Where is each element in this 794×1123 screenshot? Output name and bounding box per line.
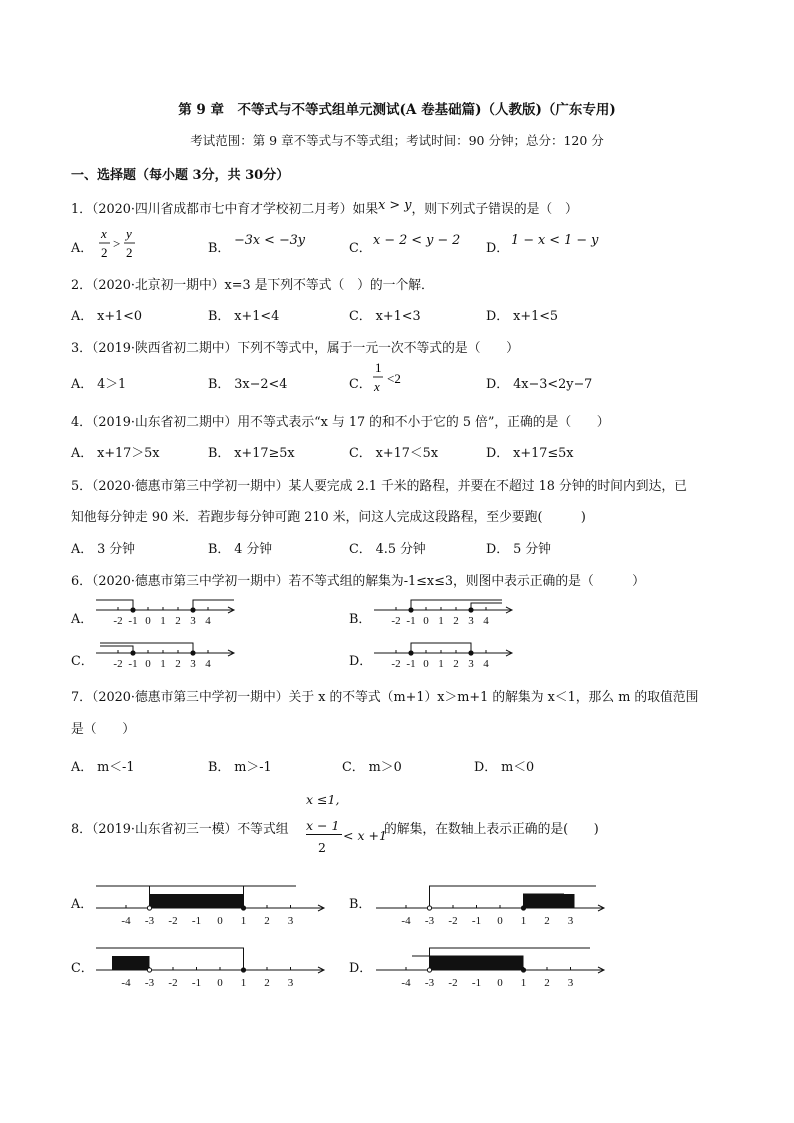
q3-option-b[interactable]: B． 3x−2<4	[208, 377, 288, 392]
tick-label: -2	[113, 615, 123, 627]
tick-label: -2	[391, 615, 401, 627]
question-7-line-1: 7．（2020·德惠市第三中学初一期中）关于 x 的不等式（m+1）x＞m+1 的解集为 x＜1，那么 m 的取值范围	[71, 690, 699, 705]
q1-option-a-math	[98, 226, 146, 266]
tick-label: 0	[497, 915, 503, 927]
q5-option-d[interactable]: D． 5 分钟	[486, 542, 551, 557]
q1-option-a-fraction	[98, 226, 146, 262]
question-1-math: x > y	[378, 198, 412, 213]
q1-option-d-math: 1 − x < 1 − y	[511, 233, 599, 248]
tick-label: -2	[448, 977, 458, 989]
tick-label: 3	[287, 915, 294, 927]
question-1-stem	[71, 198, 578, 217]
closed-endpoint	[521, 906, 525, 910]
q8-system-line-1: x ≤1,	[306, 792, 340, 807]
tick-label: -2	[168, 977, 178, 989]
tick-label: -4	[121, 977, 131, 989]
closed-endpoint	[469, 651, 473, 655]
tick-label: 1	[520, 915, 527, 927]
svg-text:y: y	[126, 226, 132, 241]
q7-option-d[interactable]: D． m＜0	[474, 760, 535, 775]
tick-label: 2	[175, 615, 181, 627]
q4-option-d[interactable]: D． x+17≤5x	[486, 446, 574, 461]
tick-label: 1	[160, 658, 166, 670]
tick-label: 2	[544, 977, 550, 989]
q8-system-numerator: x − 1	[306, 818, 340, 833]
open-endpoint	[147, 968, 151, 972]
tick-label: 2	[544, 915, 550, 927]
tick-label: -1	[191, 915, 202, 927]
tick-label: -1	[128, 658, 138, 670]
q8-system-denominator: 2	[318, 840, 326, 855]
q6-number-line-b	[370, 597, 520, 633]
svg-text:x: x	[374, 379, 380, 394]
tick-label: -4	[401, 977, 411, 989]
question-1-prefix: 1．（2020·四川省成都市七中育才学校初二月考）如果	[71, 202, 379, 217]
q8-fraction-bar	[306, 834, 342, 835]
tick-label: 0	[217, 977, 223, 989]
solution-bracket	[100, 646, 133, 653]
q1-option-a-label[interactable]: A．	[71, 241, 94, 256]
tick-label: 3	[190, 615, 196, 627]
q2-option-c[interactable]: C． x+1<3	[349, 309, 421, 324]
q4-option-c[interactable]: C． x+17＜5x	[349, 446, 439, 461]
tick-label: -3	[424, 977, 435, 989]
tick-label: 4	[205, 658, 211, 670]
tick-label: 3	[567, 915, 574, 927]
tick-label: 4	[205, 615, 211, 627]
svg-text:x: x	[101, 226, 107, 241]
svg-text:2: 2	[101, 245, 108, 260]
q1-option-b-math: −3x < −3y	[234, 233, 306, 248]
tick-label: -2	[448, 915, 458, 927]
open-endpoint	[427, 968, 431, 972]
question-2-stem: 2．（2020·北京初一期中）x=3 是下列不等式（ ）的一个解．	[71, 278, 434, 293]
question-8-suffix: 的解集，在数轴上表示正确的是( )	[384, 822, 599, 837]
solution-bracket	[193, 600, 234, 610]
q6-number-line-a	[92, 597, 242, 633]
q5-option-a[interactable]: A． 3 分钟	[71, 542, 135, 557]
tick-label: -3	[424, 915, 435, 927]
tick-label: 0	[423, 658, 429, 670]
tick-label: 3	[468, 658, 474, 670]
closed-endpoint	[131, 651, 135, 655]
q7-option-a[interactable]: A． m＜-1	[71, 760, 135, 775]
q1-option-c-label[interactable]: C．	[349, 241, 372, 256]
q2-option-a[interactable]: A． x+1<0	[71, 309, 143, 324]
q4-option-a[interactable]: A． x+17＞5x	[71, 446, 160, 461]
q8-option-d-label[interactable]: D．	[349, 961, 373, 976]
svg-text:2: 2	[126, 245, 133, 260]
q6-number-line-d	[370, 640, 520, 676]
tick-label: -3	[144, 915, 155, 927]
closed-endpoint	[521, 968, 525, 972]
exam-info: 考试范围：第 9 章不等式与不等式组；考试时间：90 分钟；总分：120 分	[190, 133, 604, 148]
tick-label: 2	[453, 658, 459, 670]
question-7-line-2: 是（ ）	[71, 722, 135, 737]
tick-label: 2	[175, 658, 181, 670]
tick-label: 3	[287, 977, 294, 989]
svg-text:1: 1	[375, 360, 382, 375]
question-6-stem: 6．（2020·德惠市第三中学初一期中）若不等式组的解集为-1≤x≤3，则图中表示正确的是（ ）	[71, 574, 645, 589]
open-endpoint	[427, 906, 431, 910]
q8-option-c-label[interactable]: C．	[71, 961, 94, 976]
q3-option-c-label[interactable]: C．	[349, 377, 372, 392]
question-8-prefix: 8．（2019·山东省初三一模）不等式组	[71, 822, 289, 837]
q7-option-c[interactable]: C． m＞0	[342, 760, 402, 775]
q4-option-b[interactable]: B． x+17≥5x	[208, 446, 295, 461]
tick-label: 3	[190, 658, 196, 670]
q3-option-c-math	[372, 360, 412, 400]
question-1-suffix: ，则下列式子错误的是（ ）	[411, 202, 578, 217]
tick-label: 0	[145, 615, 151, 627]
tick-label: 4	[483, 658, 489, 670]
tick-label: -1	[128, 615, 138, 627]
q6-option-d-label[interactable]: D．	[349, 654, 373, 669]
tick-label: 2	[264, 915, 270, 927]
q7-option-b[interactable]: B． m＞-1	[208, 760, 272, 775]
tick-label: -1	[406, 615, 416, 627]
tick-label: 0	[217, 915, 223, 927]
tick-label: -1	[191, 977, 202, 989]
tick-label: 4	[483, 615, 489, 627]
q8-option-a-label[interactable]: A．	[71, 897, 94, 912]
q1-option-d-label[interactable]: D．	[486, 241, 510, 256]
q3-option-d[interactable]: D． 4x−3<2y−7	[486, 377, 593, 392]
tick-label: 1	[160, 615, 166, 627]
tick-label: 1	[438, 658, 444, 670]
tick-label: -2	[113, 658, 123, 670]
tick-label: -1	[471, 915, 482, 927]
section-heading: 一、选择题（每小题 3分，共 30分）	[71, 168, 290, 183]
q5-option-c[interactable]: C． 4.5 分钟	[349, 542, 426, 557]
tick-label: -3	[144, 977, 155, 989]
tick-label: -4	[121, 915, 131, 927]
solution-shade	[150, 894, 244, 908]
tick-label: 2	[264, 977, 270, 989]
q1-option-c-math: x − 2 < y − 2	[373, 233, 461, 248]
tick-label: 1	[240, 915, 247, 927]
tick-label: -1	[471, 977, 482, 989]
q8-number-line-c	[92, 940, 332, 992]
question-4-stem: 4．（2019·山东省初二期中）用不等式表示“x 与 17 的和不小于它的 5 倍”，正确的是（ ）	[71, 415, 610, 430]
closed-endpoint	[469, 608, 473, 612]
tick-label: -4	[401, 915, 411, 927]
svg-text:>: >	[113, 236, 121, 251]
q6-option-a-label[interactable]: A．	[71, 612, 94, 627]
q5-option-b[interactable]: B． 4 分钟	[208, 542, 273, 557]
tick-label: 0	[497, 977, 503, 989]
closed-endpoint	[241, 968, 245, 972]
closed-endpoint	[191, 608, 195, 612]
q6-number-line-c	[92, 640, 242, 676]
tick-label: 1	[520, 977, 527, 989]
tick-label: -1	[406, 658, 416, 670]
q2-option-b[interactable]: B． x+1<4	[208, 309, 280, 324]
closed-endpoint	[409, 608, 413, 612]
closed-endpoint	[191, 651, 195, 655]
tick-label: 2	[453, 615, 459, 627]
q8-number-line-b	[372, 878, 612, 930]
tick-label: -2	[391, 658, 401, 670]
closed-endpoint	[131, 608, 135, 612]
closed-endpoint	[241, 906, 245, 910]
solution-shade	[112, 956, 150, 970]
tick-label: 1	[240, 977, 247, 989]
tick-label: 0	[423, 615, 429, 627]
q8-number-line-a	[92, 878, 332, 930]
solution-bracket	[100, 643, 193, 653]
tick-label: 3	[567, 977, 574, 989]
q2-option-d[interactable]: D． x+1<5	[486, 309, 559, 324]
closed-endpoint	[409, 651, 413, 655]
q6-option-b-label[interactable]: B．	[349, 612, 372, 627]
page-title: 第 9 章 不等式与不等式组单元测试(A 卷基础篇)（人教版)（广东专用)	[178, 102, 616, 118]
question-5-line-2: 知他每分钟走 90 米．若跑步每分钟可跑 210 米，问这人完成这段路程，至少要跑( )	[71, 510, 586, 525]
tick-label: -2	[168, 915, 178, 927]
solution-shade	[524, 894, 575, 908]
solution-bracket	[96, 600, 133, 610]
q6-option-c-label[interactable]: C．	[71, 654, 94, 669]
q3-option-a[interactable]: A． 4＞1	[71, 377, 127, 392]
q3-option-c-fraction	[372, 360, 412, 396]
q1-option-b-label[interactable]: B．	[208, 241, 231, 256]
open-endpoint	[147, 906, 151, 910]
tick-label: 0	[145, 658, 151, 670]
tick-label: 3	[468, 615, 474, 627]
question-5-line-1: 5．（2020·德惠市第三中学初一期中）某人要完成 2.1 千米的路程，并要在不超过 18 分钟的时间内到达，已	[71, 479, 687, 494]
q8-number-line-d	[372, 940, 612, 992]
q8-system-rest: < x +1	[343, 828, 387, 843]
tick-label: 1	[438, 615, 444, 627]
q8-option-b-label[interactable]: B．	[349, 897, 372, 912]
svg-text:<2: <2	[387, 371, 401, 386]
question-3-stem: 3．（2019·陕西省初二期中）下列不等式中，属于一元一次不等式的是（ ）	[71, 341, 519, 356]
solution-shade	[430, 956, 524, 970]
